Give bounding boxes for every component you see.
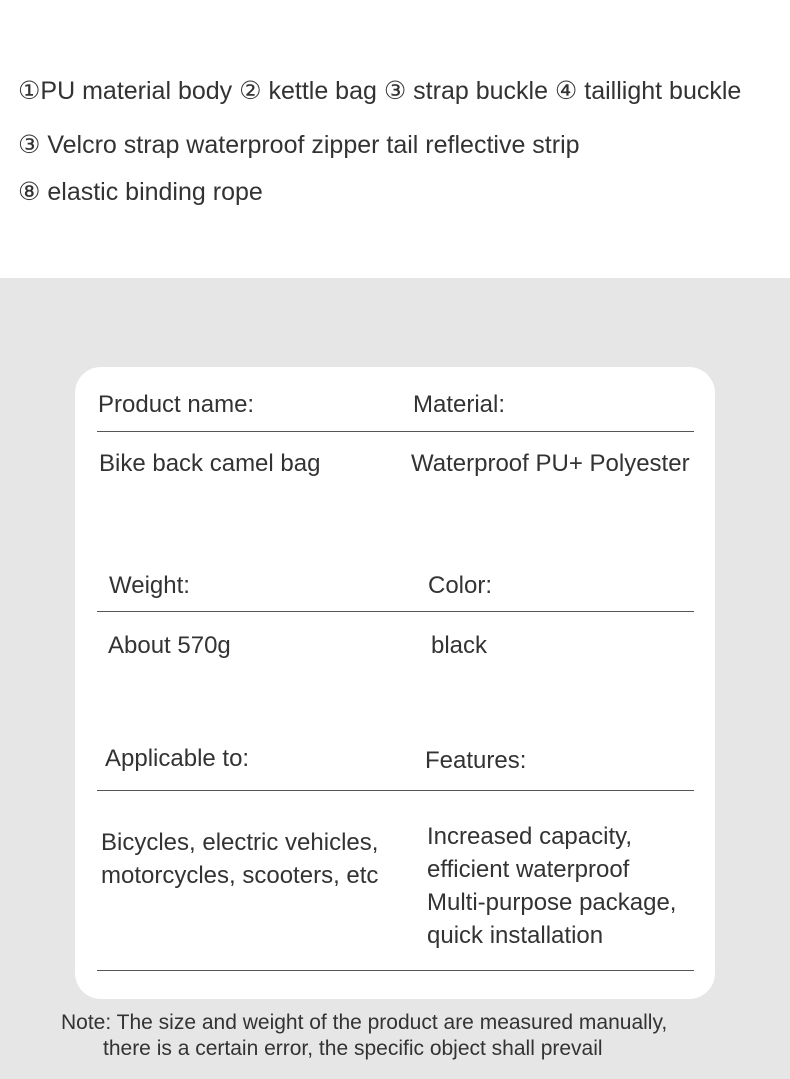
features-line: quick installation xyxy=(427,922,604,949)
weight-label: Weight: xyxy=(109,572,190,599)
specifications-card xyxy=(75,367,715,999)
material-label: Material: xyxy=(413,391,506,418)
features-line: efficient waterproof xyxy=(427,856,630,883)
applicable-to-line: Bicycles, electric vehicles, xyxy=(101,829,379,856)
features-line: Multi-purpose package, xyxy=(427,889,677,916)
product-name-value: Bike back camel bag xyxy=(99,450,321,477)
material-value: Waterproof PU+ Polyester xyxy=(411,450,690,477)
color-value: black xyxy=(431,632,488,659)
divider-bottom xyxy=(97,970,694,971)
divider-row-3 xyxy=(97,790,694,791)
applicable-to-label: Applicable to: xyxy=(105,745,250,772)
product-name-label: Product name: xyxy=(98,391,255,418)
color-label: Color: xyxy=(428,572,493,599)
divider-row-1 xyxy=(97,431,694,432)
applicable-to-line: motorcycles, scooters, etc xyxy=(101,862,379,889)
features-label: Features: xyxy=(425,747,527,774)
note-line-2: there is a certain error, the specific object shall prevail xyxy=(103,1037,603,1060)
features-line: Increased capacity, xyxy=(427,823,632,850)
parts-list-section xyxy=(0,0,790,278)
divider-row-2 xyxy=(97,611,694,612)
note-line-1: Note: The size and weight of the product are measured manually, xyxy=(61,1011,668,1034)
parts-line-3: ⑧ elastic binding rope xyxy=(18,178,263,206)
parts-line-1: ①PU material body ② kettle bag ③ strap buckle ④ taillight buckle xyxy=(18,77,742,105)
parts-line-2: ③ Velcro strap waterproof zipper tail reflective strip xyxy=(18,131,580,159)
weight-value: About 570g xyxy=(108,632,231,659)
